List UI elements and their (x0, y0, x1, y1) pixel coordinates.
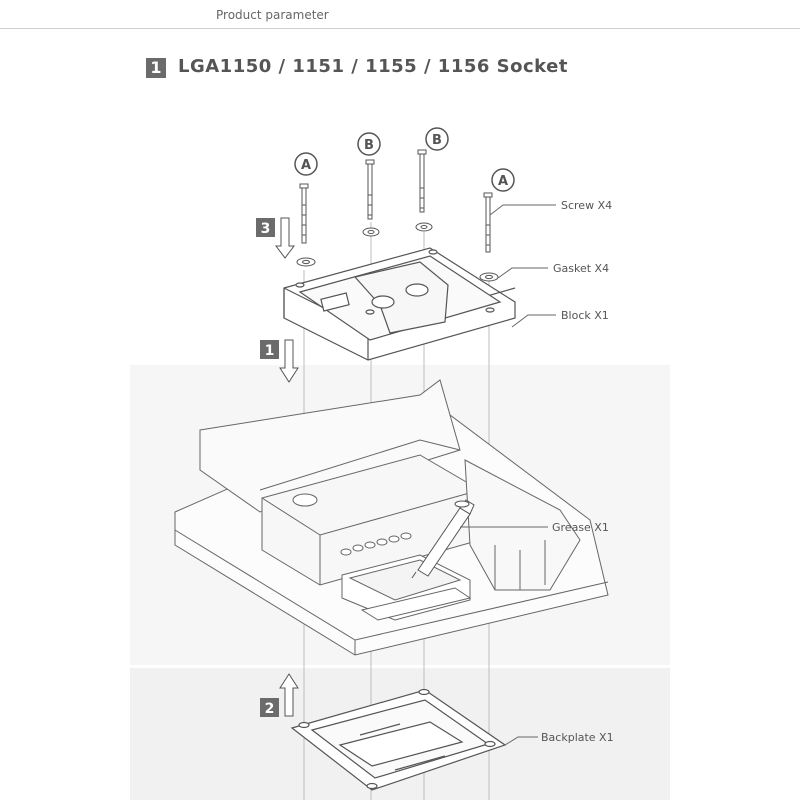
callout-gasket: Gasket X4 (553, 262, 610, 275)
callout-backplate: Backplate X1 (541, 731, 614, 744)
screws (300, 150, 492, 252)
screw-label-b-left-text: B (364, 138, 374, 153)
callout-grease: Grease X1 (552, 521, 609, 534)
screw-2 (366, 160, 374, 219)
gasket-4 (480, 273, 498, 281)
screw-label-a-left (295, 153, 317, 175)
screw-4 (484, 193, 492, 252)
step-3-arrow (256, 218, 294, 258)
gasket-2 (363, 228, 379, 236)
water-block (284, 248, 515, 360)
page-header-title: Product parameter (216, 8, 329, 22)
section-title: LGA1150 / 1151 / 1155 / 1156 Socket (178, 56, 568, 77)
gasket-1 (297, 258, 315, 266)
screw-label-b-left (358, 133, 380, 155)
step-3-label: 3 (260, 221, 271, 237)
callout-block: Block X1 (561, 309, 609, 322)
screw-label-b-right (426, 128, 448, 150)
screw-1 (300, 184, 308, 243)
section-number-badge: 1 (146, 58, 166, 78)
screw-label-a-left-text: A (300, 158, 312, 173)
step-2-label: 2 (264, 701, 275, 717)
screw-label-a-right (492, 169, 514, 191)
screw-3 (418, 150, 426, 212)
callout-screw: Screw X4 (561, 199, 613, 212)
step-1-label: 1 (264, 343, 275, 359)
screw-label-a-right-text: A (497, 174, 509, 189)
gasket-3 (416, 223, 432, 231)
screw-label-b-right-text: B (432, 133, 442, 148)
